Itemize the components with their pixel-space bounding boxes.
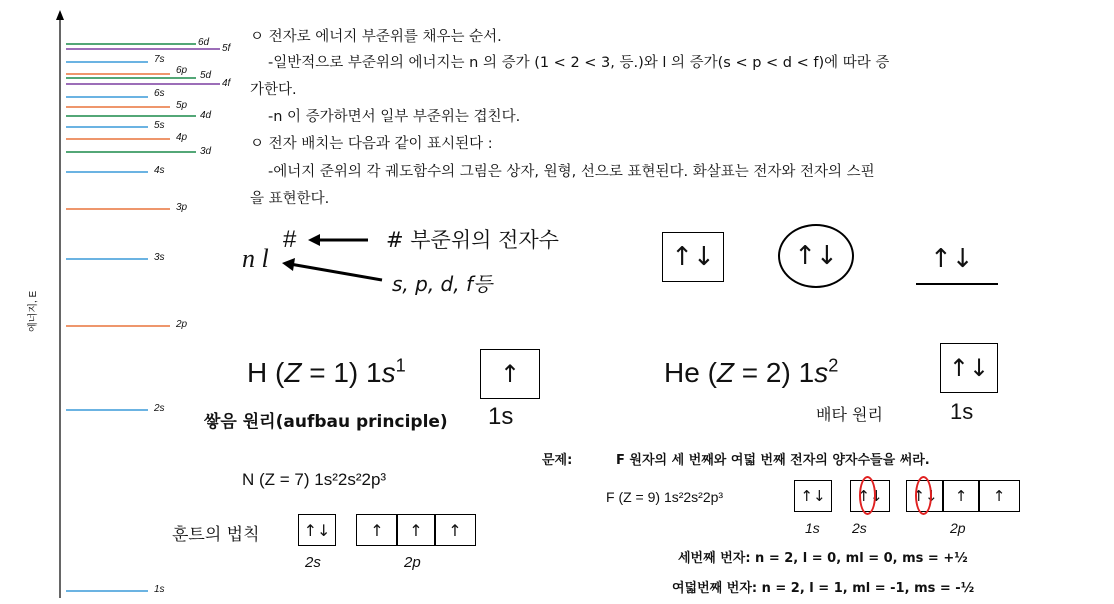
label-4f: 4f	[222, 78, 231, 89]
third-electron-highlight	[859, 476, 876, 515]
label-5s: 5s	[154, 120, 165, 131]
label-4p: 4p	[176, 132, 188, 143]
problem-text: F 원자의 세 번째와 여덟 번째 전자의 양자수들을 써라.	[616, 453, 930, 468]
repr-line-arrows: ↑↓	[930, 244, 974, 274]
hydrogen-formula: H (Z = 1) $1s^1$	[247, 355, 406, 388]
note-line-6: -에너지 준위의 각 궤도함수의 그림은 상자, 원형, 선으로 표현된다. 화살표는 전자와 전자의 스핀	[268, 164, 875, 180]
label-7s: 7s	[154, 54, 165, 65]
third-electron-answer: 세번째 번자: n = 2, l = 0, ml = 0, ms = +½	[678, 551, 968, 566]
note-line-4: -n 이 증가하면서 일부 부준위는 겹친다.	[268, 109, 521, 125]
eighth-electron-answer: 여덟번째 번자: n = 2, l = 1, ml = -1, ms = -½	[672, 581, 975, 596]
pauli-label: 배타 원리	[816, 405, 883, 424]
note-line-3: 가한다.	[250, 82, 297, 98]
problem-tag: 문제:	[542, 453, 573, 468]
fluorine-1s-label: 1s	[805, 520, 820, 536]
label-2s: 2s	[154, 403, 165, 414]
fluorine-formula: F (Z = 9) 1s²2s²2p³	[606, 489, 724, 505]
helium-orbital-label: 1s	[950, 399, 974, 424]
helium-formula: He (Z = 2) $1s^2$	[664, 355, 839, 388]
nl-notation: n l	[242, 244, 269, 273]
label-5d: 5d	[200, 70, 212, 81]
label-3p: 3p	[176, 202, 188, 213]
helium-orbital-box: ↑↓	[940, 343, 998, 393]
l-arrow	[290, 264, 382, 280]
hash-label: # 부준위의 전자수	[386, 228, 559, 252]
label-6p: 6p	[176, 65, 188, 76]
note-line-7: 을 표현한다.	[250, 191, 330, 207]
repr-circle: ↑↓	[778, 224, 854, 288]
nitrogen-2s-label: 2s	[305, 554, 321, 571]
l-label: s, p, d, f등	[392, 272, 493, 296]
label-6d: 6d	[198, 37, 210, 48]
note-line-1: ㅇ 전자로 에너지 부준위를 채우는 순서.	[250, 29, 502, 45]
hash-symbol: #	[283, 226, 297, 253]
nitrogen-2s-box: ↑↓	[298, 514, 336, 546]
hund-label: 훈트의 법칙	[172, 525, 260, 545]
fluorine-2s-label: 2s	[852, 520, 867, 536]
nitrogen-2p-label: 2p	[404, 554, 421, 571]
nitrogen-2p-box-1: ↑	[356, 514, 398, 546]
fluorine-2p-label: 2p	[950, 520, 966, 536]
label-3d: 3d	[200, 146, 212, 157]
fluorine-2p-box-1: ↑↓	[906, 480, 944, 512]
hash-arrow-head	[308, 234, 320, 246]
y-axis-label: 에너지, E	[28, 290, 39, 332]
nitrogen-2p-box-2: ↑	[396, 514, 436, 546]
notation-arrows	[270, 226, 390, 296]
label-1s: 1s	[154, 584, 165, 595]
l-arrow-head	[282, 258, 295, 271]
aufbau-label: 쌓음 원리(aufbau principle)	[204, 412, 448, 432]
repr-line	[916, 283, 998, 285]
repr-box: ↑↓	[662, 232, 724, 282]
label-4s: 4s	[154, 165, 165, 176]
note-line-2: -일반적으로 부준위의 에너지는 n 의 증가 (1 < 2 < 3, 등.)와 l 의 증가(s < p < d < f)에 따라 증	[268, 55, 890, 71]
hydrogen-orbital-label: 1s	[488, 403, 514, 430]
note-line-5: ㅇ 전자 배치는 다음과 같이 표시된다 :	[250, 136, 493, 152]
nitrogen-2p-box-3: ↑	[434, 514, 476, 546]
label-3s: 3s	[154, 252, 165, 263]
nitrogen-formula: N (Z = 7) 1s²2s²2p³	[242, 470, 387, 489]
hydrogen-orbital-box: ↑	[480, 349, 540, 399]
fluorine-2p-box-3: ↑	[978, 480, 1020, 512]
label-2p: 2p	[176, 319, 188, 330]
label-6s: 6s	[154, 88, 165, 99]
energy-axis-arrow	[56, 10, 64, 20]
label-5f: 5f	[222, 43, 231, 54]
label-5p: 5p	[176, 100, 188, 111]
fluorine-2s-box: ↑↓	[850, 480, 890, 512]
fluorine-2p-box-2: ↑	[942, 480, 980, 512]
label-4d: 4d	[200, 110, 212, 121]
eighth-electron-highlight	[915, 476, 932, 515]
fluorine-1s-box: ↑↓	[794, 480, 832, 512]
